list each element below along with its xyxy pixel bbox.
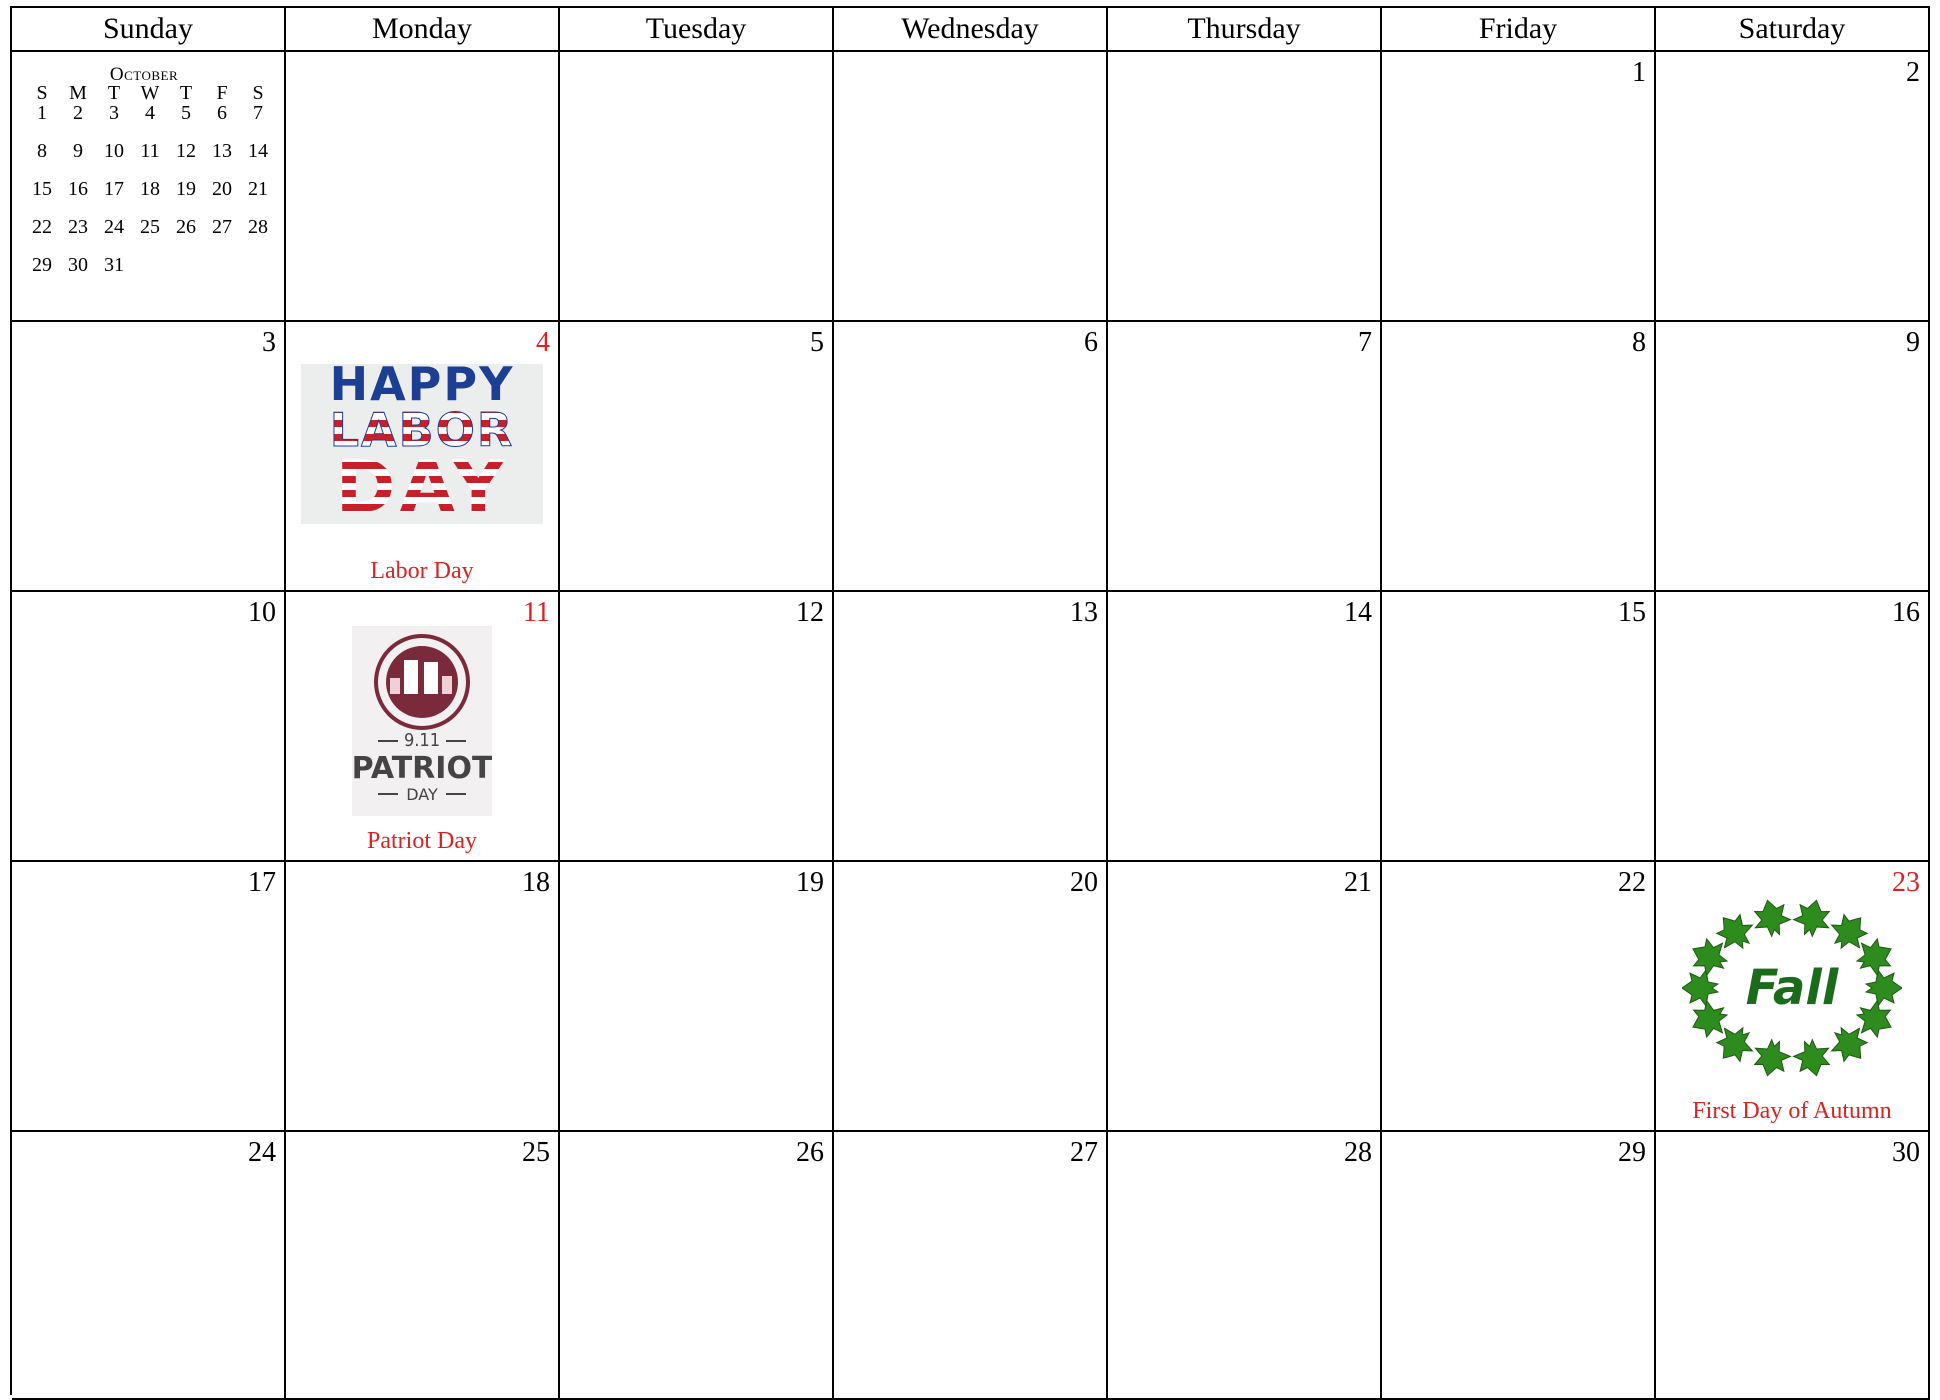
weekday-friday: Friday [1382, 8, 1656, 50]
labor-day-image-text: HAPPY [329, 364, 515, 411]
mini-day: 23 [68, 216, 88, 238]
mini-day: 2 [73, 102, 83, 124]
empty-day-cell[interactable] [286, 52, 560, 322]
mini-day: 4 [145, 102, 155, 124]
mini-weekday-initial: S [36, 82, 48, 104]
mini-weekday-initial: T [107, 82, 121, 104]
day-number: 30 [1892, 1137, 1920, 1168]
leaf-icon [1791, 898, 1834, 939]
mini-calendar-title: October [109, 64, 179, 85]
mini-day: 28 [248, 216, 268, 238]
mini-day: 13 [212, 140, 232, 162]
day-cell-17[interactable] [12, 862, 286, 1132]
mini-day: 21 [248, 178, 268, 200]
leaf-icon [1750, 898, 1793, 939]
mini-day: 24 [104, 216, 124, 238]
leaf-icon [1750, 1037, 1793, 1078]
mini-day: 27 [212, 216, 232, 238]
mini-day: 8 [37, 140, 47, 162]
weekday-header-row [12, 8, 1930, 52]
weekday-monday: Monday [286, 8, 560, 50]
day-cell-13[interactable] [834, 592, 1108, 862]
day-number: 12 [796, 597, 824, 628]
mini-day: 22 [32, 216, 52, 238]
mini-weekday-initial: F [216, 82, 228, 104]
day-number: 9 [1906, 327, 1920, 358]
day-grid [12, 52, 1930, 1400]
patriot-day-image [352, 626, 492, 816]
labor-day-image [301, 364, 543, 524]
day-cell-27[interactable] [834, 1132, 1108, 1400]
day-cell-5[interactable] [560, 322, 834, 592]
patriot-day-image-text: 9.11 [403, 730, 441, 751]
holiday-caption: Labor Day [370, 558, 474, 584]
day-number: 21 [1344, 867, 1372, 898]
empty-day-cell[interactable] [1108, 52, 1382, 322]
day-number: 15 [1618, 597, 1646, 628]
day-number: 27 [1070, 1137, 1098, 1168]
empty-day-cell[interactable] [560, 52, 834, 322]
day-cell-23[interactable] [1656, 862, 1930, 1132]
holiday-caption: Patriot Day [367, 828, 477, 854]
day-cell-25[interactable] [286, 1132, 560, 1400]
weekday-tuesday: Tuesday [560, 8, 834, 50]
day-number: 25 [522, 1137, 550, 1168]
day-number: 22 [1618, 867, 1646, 898]
leaf-icon [1866, 970, 1902, 1006]
day-cell-8[interactable] [1382, 322, 1656, 592]
mini-day: 7 [253, 102, 263, 124]
day-cell-29[interactable] [1382, 1132, 1656, 1400]
day-number: 18 [522, 867, 550, 898]
day-number: 28 [1344, 1137, 1372, 1168]
day-number: 2 [1906, 57, 1920, 88]
mini-day: 15 [32, 178, 52, 200]
day-cell-1[interactable] [1382, 52, 1656, 322]
mini-day: 16 [68, 178, 88, 200]
mini-weekday-initial: T [179, 82, 193, 104]
day-number: 24 [248, 1137, 276, 1168]
day-cell-6[interactable] [834, 322, 1108, 592]
day-number: 20 [1070, 867, 1098, 898]
mini-day: 17 [104, 178, 124, 200]
labor-day-image-text: LABOR [329, 403, 515, 457]
day-number: 3 [262, 327, 276, 358]
day-number: 16 [1892, 597, 1920, 628]
day-number: 6 [1084, 327, 1098, 358]
day-cell-26[interactable] [560, 1132, 834, 1400]
mini-day: 18 [140, 178, 160, 200]
day-cell-30[interactable] [1656, 1132, 1930, 1400]
day-number: 13 [1070, 597, 1098, 628]
weekday-sunday: Sunday [12, 8, 286, 50]
mini-weekday-initial: W [140, 82, 160, 104]
day-number: 26 [796, 1137, 824, 1168]
patriot-day-image-text: DAY [406, 785, 438, 804]
day-cell-15[interactable] [1382, 592, 1656, 862]
month-calendar [10, 6, 1930, 1395]
leaf-icon [1791, 1037, 1834, 1078]
day-number: 14 [1344, 597, 1372, 628]
labor-day-image-text: DAY [335, 445, 509, 524]
mini-calendar-grid [24, 82, 268, 276]
mini-calendar-october [24, 64, 268, 276]
day-cell-3[interactable] [12, 322, 286, 592]
empty-day-cell[interactable] [12, 52, 286, 322]
day-number: 1 [1632, 57, 1646, 88]
weekday-thursday: Thursday [1108, 8, 1382, 50]
day-cell-7[interactable] [1108, 322, 1382, 592]
mini-weekday-initial: M [69, 82, 87, 104]
day-cell-10[interactable] [12, 592, 286, 862]
mini-day: 10 [104, 140, 124, 162]
mini-day: 11 [140, 140, 160, 162]
patriot-day-image-text: PATRIOT [352, 751, 492, 786]
day-number: 29 [1618, 1137, 1646, 1168]
day-cell-19[interactable] [560, 862, 834, 1132]
mini-day: 3 [109, 102, 119, 124]
day-cell-21[interactable] [1108, 862, 1382, 1132]
day-number: 4 [536, 327, 550, 358]
day-cell-28[interactable] [1108, 1132, 1382, 1400]
day-number: 10 [248, 597, 276, 628]
day-cell-4[interactable] [286, 322, 560, 592]
mini-day: 19 [176, 178, 196, 200]
mini-day: 9 [73, 140, 83, 162]
day-cell-14[interactable] [1108, 592, 1382, 862]
mini-day: 20 [212, 178, 232, 200]
mini-day: 30 [68, 254, 88, 276]
day-number: 17 [248, 867, 276, 898]
day-cell-9[interactable] [1656, 322, 1930, 592]
mini-day: 29 [32, 254, 52, 276]
mini-day: 31 [104, 254, 124, 276]
day-cell-2[interactable] [1656, 52, 1930, 322]
day-number: 8 [1632, 327, 1646, 358]
empty-day-cell[interactable] [834, 52, 1108, 322]
day-cell-22[interactable] [1382, 862, 1656, 1132]
day-cell-12[interactable] [560, 592, 834, 862]
mini-day: 14 [248, 140, 268, 162]
day-number: 19 [796, 867, 824, 898]
mini-day: 26 [176, 216, 196, 238]
day-number: 7 [1358, 327, 1372, 358]
day-number: 23 [1892, 867, 1920, 898]
day-cell-20[interactable] [834, 862, 1108, 1132]
leaf-icon [1682, 970, 1718, 1006]
weekday-wednesday: Wednesday [834, 8, 1108, 50]
mini-day: 5 [181, 102, 191, 124]
weekday-saturday: Saturday [1656, 8, 1930, 50]
day-cell-18[interactable] [286, 862, 560, 1132]
mini-day: 6 [217, 102, 227, 124]
mini-day: 25 [140, 216, 160, 238]
holiday-caption: First Day of Autumn [1692, 1098, 1892, 1124]
mini-day: 1 [37, 102, 47, 124]
fall-wreath-image [1682, 898, 1902, 1078]
mini-weekday-initial: S [252, 82, 264, 104]
day-number: 5 [810, 327, 824, 358]
day-number: 11 [523, 597, 550, 628]
day-cell-16[interactable] [1656, 592, 1930, 862]
fall-wreath-image-text: Fall [1745, 960, 1839, 1016]
mini-day: 12 [176, 140, 196, 162]
day-cell-11[interactable] [286, 592, 560, 862]
day-cell-24[interactable] [12, 1132, 286, 1400]
